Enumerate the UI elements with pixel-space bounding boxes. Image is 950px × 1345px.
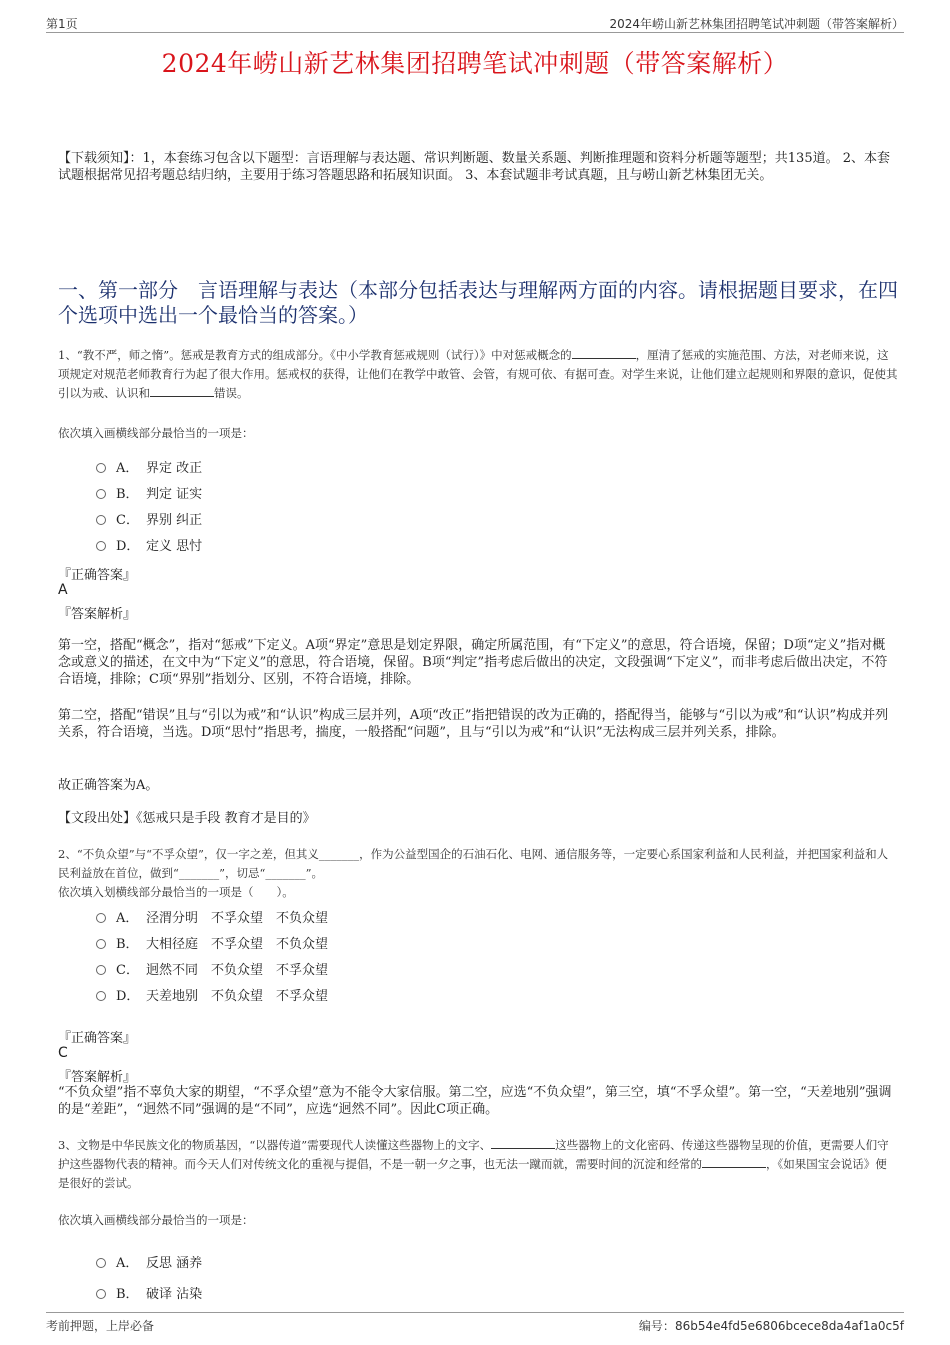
question-3-prompt: 依次填入画横线部分最恰当的一项是：	[58, 1213, 254, 1227]
analysis-paragraph-2: 第二空，搭配“错误”且与“引以为戒”和“认识”构成三层并列，A项“改正”指把错误的改为正确的，搭配得当，能够与“引以为戒”和“认识”构成并列关系，符合语境，当选。D项“思忖”指思考，揣度，一般搭配“问题”，且与“引以为戒”和“认识”无法构成三层并列关系，排除。	[58, 708, 889, 740]
radio-icon[interactable]	[96, 1258, 106, 1268]
radio-icon[interactable]	[96, 1289, 106, 1299]
option-a[interactable]: A． 反思 涵养	[96, 1243, 202, 1279]
radio-icon[interactable]	[96, 463, 106, 473]
option-b[interactable]: B． 破译 沾染	[96, 1279, 202, 1305]
fill-blank	[702, 1155, 766, 1168]
option-a[interactable]: A． 泾渭分明 不孚众望 不负众望	[96, 903, 328, 929]
analysis-conclusion: 故正确答案为A。	[58, 778, 159, 793]
analysis-paragraph-1: 第一空，搭配“概念”，指对“惩戒”下定义。A项“界定”意思是划定界限，确定所属范围，有“下定义”的意思，符合语境，保留；D项“定义”指对概念或意义的描述，在文中为“下定义”的意思，符合语境，保留。B项“判定”指考虑后做出的决定，文段强调“下定义”，而非考虑后做出决定，不符合语境，排除；C项“界别”指划分、区别，不符合语境，排除。	[58, 638, 888, 687]
page-header	[46, 12, 904, 33]
question-3-options	[96, 1243, 202, 1305]
radio-icon[interactable]	[96, 991, 106, 1001]
fill-blank	[150, 384, 214, 397]
correct-answer: C	[58, 1045, 68, 1061]
option-c[interactable]: C． 迥然不同 不负众望 不孚众望	[96, 955, 328, 981]
analysis-label: 『答案解析』	[58, 1070, 137, 1085]
question-2-options	[96, 903, 328, 1007]
option-d[interactable]: D． 定义 思忖	[96, 531, 202, 557]
radio-icon[interactable]	[96, 489, 106, 499]
option-a[interactable]: A． 界定 改正	[96, 453, 202, 479]
question-1-options	[96, 453, 202, 557]
analysis-paragraph: “不负众望”指不辜负大家的期望，“不孚众望”意为不能令大家信服。第二空，应选“不负众望”，第三空，填“不孚众望”。第一空，“天差地别”强调的是“差距”，“迥然不同”强调的是“不同”，应选“迥然不同”。因此C项正确。	[58, 1085, 892, 1117]
radio-icon[interactable]	[96, 515, 106, 525]
radio-icon[interactable]	[96, 541, 106, 551]
option-d[interactable]: D． 天差地别 不负众望 不孚众望	[96, 981, 328, 1007]
question-2-text: 2、“不负众望”与“不孚众望”，仅一字之差，但其义_______，作为公益型国企的石油石化、电网、通信服务等，一定要心系国家利益和人民利益，并把国家利益和人民利益放在首位，做到“_______”，切忌“_______”。	[58, 847, 889, 880]
question-1-prompt: 依次填入画横线部分最恰当的一项是：	[58, 426, 254, 440]
document-title: 2024年崂山新艺林集团招聘笔试冲刺题（带答案解析）	[161, 49, 789, 78]
download-notice: 【下载须知】：1，本套练习包含以下题型：言语理解与表达题、常识判断题、数量关系题、判断推理题和资料分析题等题型；共135道。 2、本套试题根据常见招考题总结归纳，主要用于练习答题思路和拓展知识面。 3、本套试题非考试真题，且与崂山新艺林集团无关。	[58, 151, 890, 183]
option-c[interactable]: C． 界别 纠正	[96, 505, 202, 531]
fill-blank	[491, 1136, 555, 1149]
header-doc-title: 2024年崂山新艺林集团招聘笔试冲刺题（带答案解析）	[609, 17, 904, 31]
answer-label: 『正确答案』	[58, 1031, 137, 1046]
page-number: 第1页	[46, 17, 78, 31]
question-3-text: 3、文物是中华民族文化的物质基因，“以器传道”需要现代人读懂这些器物上的文字、 这些器物上的文化密码、传递这些器物呈现的价值，更需要人们守护这些器物代表的精神。而今天人们对传统文化的重视与提倡，不是一朝一夕之事，也无法一蹴而就，需要时间的沉淀和经常的 ，《如果国宝会说话》便是很好的尝试。	[58, 1138, 889, 1190]
radio-icon[interactable]	[96, 965, 106, 975]
answer-label: 『正确答案』	[58, 568, 137, 583]
footer-slogan: 考前押题，上岸必备	[46, 1319, 155, 1333]
question-1-text: 1、“教不严，师之惰”。惩戒是教育方式的组成部分。《中小学教育惩戒规则（试行）》中对惩戒概念的 ，厘清了惩戒的实施范围、方法，对老师来说，这项规定对规范老师教育行为起了很大作用。惩戒权的获得，让他们在教学中敢管、会管，有规可依、有据可查。对学生来说，让他们建立起规则和界限的意识，促使其引以为戒、认识和 错误。	[58, 348, 898, 400]
document-code: 编号：86b54e4fd5e6806bcece8da4af1a0c5f	[638, 1319, 904, 1333]
page-footer	[46, 1312, 904, 1335]
option-b[interactable]: B． 判定 证实	[96, 479, 202, 505]
analysis-label: 『答案解析』	[58, 607, 137, 622]
radio-icon[interactable]	[96, 913, 106, 923]
question-2-prompt: 依次填入划横线部分最恰当的一项是（ ）。	[58, 885, 294, 899]
option-b[interactable]: B． 大相径庭 不孚众望 不负众望	[96, 929, 328, 955]
radio-icon[interactable]	[96, 939, 106, 949]
text-source: 【文段出处】《惩戒只是手段 教育才是目的》	[58, 811, 316, 826]
section-heading-1: 一、第一部分 言语理解与表达（本部分包括表达与理解两方面的内容。请根据题目要求，在四个选项中选出一个最恰当的答案。）	[58, 278, 898, 327]
correct-answer: A	[58, 582, 68, 598]
fill-blank	[572, 346, 636, 359]
